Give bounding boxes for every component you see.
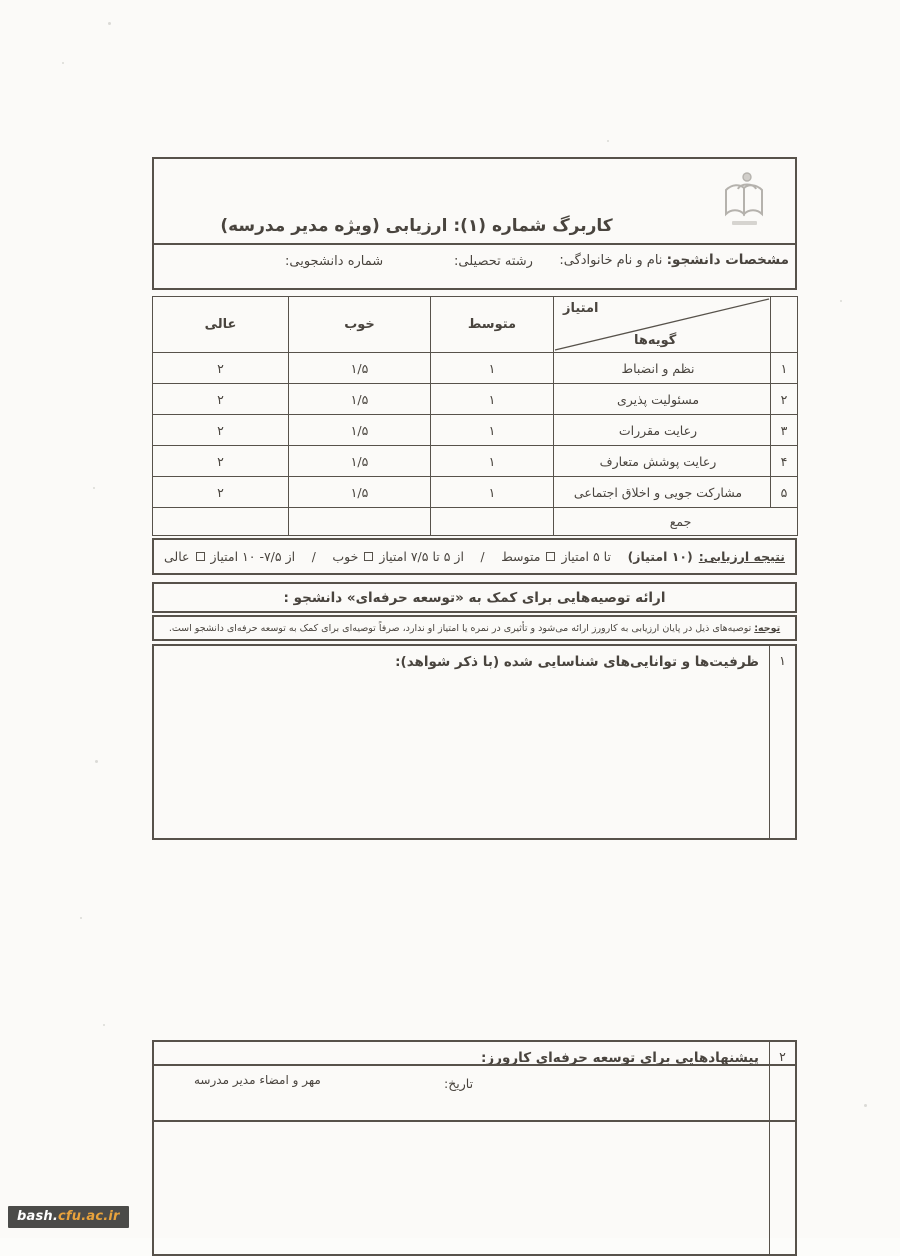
capacities-writing-area[interactable] bbox=[156, 680, 765, 836]
table-row bbox=[153, 415, 798, 446]
scan-speck bbox=[607, 140, 609, 142]
recommendations-title: ارائه توصیه‌هایی برای کمک به «توسعه حرفه‌ای» دانشجو : bbox=[283, 589, 666, 606]
num-header-cell bbox=[771, 297, 798, 353]
row-item: رعایت پوشش متعارف bbox=[554, 446, 771, 477]
student-info-row bbox=[154, 245, 795, 288]
result-label: نتیجه ارزیابی: bbox=[698, 549, 785, 564]
major-label: رشته تحصیلی: bbox=[454, 254, 533, 269]
row-number: ۱ bbox=[771, 353, 798, 384]
total-medium-cell[interactable] bbox=[431, 508, 554, 536]
score-excellent: ۲ bbox=[153, 384, 289, 415]
date-writing-area[interactable] bbox=[334, 1074, 439, 1096]
column-header-medium: متوسط bbox=[431, 297, 554, 353]
recommendations-note-bar bbox=[152, 615, 797, 641]
total-label: جمع bbox=[554, 508, 798, 536]
result-option-medium bbox=[501, 549, 611, 564]
scan-speck bbox=[840, 300, 842, 302]
scan-speck bbox=[864, 1104, 867, 1107]
score-medium: ۱ bbox=[431, 477, 554, 508]
corner-items-label: گویه‌ها bbox=[634, 333, 677, 348]
row-number: ۲ bbox=[771, 384, 798, 415]
option-range: تا ۵ امتیاز bbox=[561, 549, 611, 564]
note-label: توجه: bbox=[754, 622, 781, 634]
option-range: از ۷/۵- ۱۰ امتیاز bbox=[210, 549, 296, 564]
column-header-good: خوب bbox=[289, 297, 431, 353]
score-excellent: ۲ bbox=[153, 353, 289, 384]
option-separator: / bbox=[480, 549, 485, 564]
score-good: ۱/۵ bbox=[289, 384, 431, 415]
box-number-column: ۲ bbox=[769, 1042, 795, 1254]
score-excellent: ۲ bbox=[153, 415, 289, 446]
table-row bbox=[153, 477, 798, 508]
university-emblem-logo bbox=[717, 168, 771, 234]
score-good: ۱/۵ bbox=[289, 446, 431, 477]
student-id-label: شماره دانشجویی: bbox=[285, 254, 384, 269]
capacities-box bbox=[152, 644, 797, 840]
score-excellent: ۲ bbox=[153, 446, 289, 477]
recommendations-title-bar bbox=[152, 582, 797, 613]
row-number: ۵ bbox=[771, 477, 798, 508]
table-row bbox=[153, 353, 798, 384]
total-excellent-cell[interactable] bbox=[153, 508, 289, 536]
score-table-box bbox=[152, 296, 797, 535]
footer-box bbox=[152, 1064, 797, 1122]
corner-header-cell bbox=[554, 297, 771, 353]
score-medium: ۱ bbox=[431, 446, 554, 477]
option-range: از ۵ تا ۷/۵ امتیاز bbox=[379, 549, 464, 564]
score-good: ۱/۵ bbox=[289, 415, 431, 446]
score-good: ۱/۵ bbox=[289, 477, 431, 508]
watermark-bold: bash. bbox=[17, 1209, 59, 1224]
result-option-excellent bbox=[164, 549, 295, 564]
checkbox-good[interactable] bbox=[364, 552, 373, 561]
score-table bbox=[152, 296, 798, 536]
scan-speck bbox=[95, 760, 98, 763]
row-number: ۴ bbox=[771, 446, 798, 477]
row-number: ۳ bbox=[771, 415, 798, 446]
score-medium: ۱ bbox=[431, 353, 554, 384]
evaluation-result-strip bbox=[152, 538, 797, 575]
scan-speck bbox=[108, 22, 111, 25]
scan-speck bbox=[93, 487, 95, 489]
option-separator: / bbox=[311, 549, 316, 564]
checkbox-medium[interactable] bbox=[546, 552, 555, 561]
scan-speck bbox=[103, 1024, 105, 1026]
total-good-cell[interactable] bbox=[289, 508, 431, 536]
date-label: تاریخ: bbox=[444, 1076, 474, 1091]
student-name-label: مشخصات دانشجو: نام و نام خانوادگی: bbox=[559, 252, 789, 268]
suggestions-heading: پیشنهادهایی برای توسعه حرفه‌ای کارورز: bbox=[481, 1050, 759, 1066]
site-watermark-badge bbox=[8, 1206, 129, 1228]
watermark-accent: cfu.ac.ir bbox=[58, 1209, 120, 1224]
note-text: توصیه‌های ذیل در پایان ارزیابی به کارورز ارائه می‌شود و تأثیری در نمره یا امتیاز او ندارد، صرفاً توصیه‌ای برای کمک به توسعه حرفه‌ای دانشجو است. bbox=[168, 622, 752, 634]
checkbox-excellent[interactable] bbox=[196, 552, 205, 561]
signature-label: مهر و امضاء مدیر مدرسه bbox=[194, 1073, 321, 1087]
row-item: مسئولیت پذیری bbox=[554, 384, 771, 415]
result-points: (۱۰ امتیاز) bbox=[627, 549, 693, 564]
column-header-excellent: عالی bbox=[153, 297, 289, 353]
score-excellent: ۲ bbox=[153, 477, 289, 508]
table-row bbox=[153, 446, 798, 477]
score-good: ۱/۵ bbox=[289, 353, 431, 384]
scan-speck bbox=[80, 917, 82, 919]
result-option-good bbox=[332, 549, 464, 564]
title-row bbox=[154, 159, 795, 245]
result-label-group bbox=[628, 549, 785, 564]
row-item: نظم و انضباط bbox=[554, 353, 771, 384]
capacities-heading: ظرفیت‌ها و توانایی‌های شناسایی شده (با ذکر شواهد): bbox=[395, 654, 759, 670]
row-item: مشارکت جویی و اخلاق اجتماعی bbox=[554, 477, 771, 508]
option-level: خوب bbox=[332, 549, 359, 564]
option-level: متوسط bbox=[501, 549, 541, 564]
total-row bbox=[153, 508, 798, 536]
score-medium: ۱ bbox=[431, 415, 554, 446]
form-header-box bbox=[152, 157, 797, 290]
table-row bbox=[153, 384, 798, 415]
box-number-column: ۱ bbox=[769, 646, 795, 838]
option-level: عالی bbox=[164, 549, 190, 564]
row-item: رعایت مقررات bbox=[554, 415, 771, 446]
form-title: کاربرگ شماره (۱): ارزیابی (ویژه مدیر مدرسه) bbox=[220, 216, 613, 236]
corner-score-label: امتیاز bbox=[563, 301, 599, 316]
scan-speck bbox=[62, 62, 64, 64]
score-medium: ۱ bbox=[431, 384, 554, 415]
